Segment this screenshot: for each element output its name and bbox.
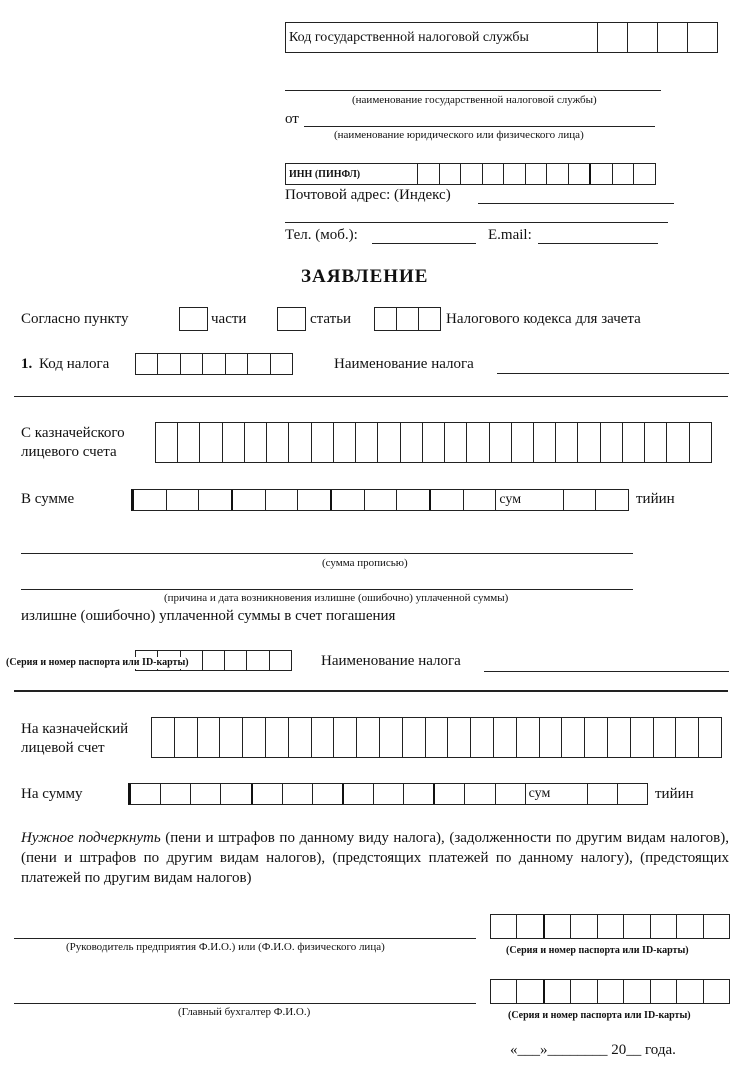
from-label: от (285, 111, 299, 127)
tax-code-cell[interactable] (271, 354, 292, 374)
inn-label: ИНН (ПИНФЛ) (286, 164, 418, 184)
amount-tiyin-cell[interactable] (596, 490, 628, 510)
amount-cell[interactable] (131, 784, 161, 804)
section-divider (14, 396, 728, 397)
tax-code-cells (135, 353, 293, 375)
tax-code-label: Налогового кодекса для зачета (446, 311, 641, 327)
amount-tiyin-label: тийин (636, 491, 675, 507)
passport-cell[interactable] (677, 980, 703, 1003)
amount-cell[interactable] (233, 490, 266, 510)
to-amount-tiyin-label: тийин (655, 786, 694, 802)
account-cell[interactable] (357, 718, 380, 757)
account-cell[interactable] (426, 718, 449, 757)
account-cell[interactable] (334, 423, 356, 462)
tax-service-name-line[interactable] (285, 90, 661, 91)
passport-cell[interactable] (545, 915, 571, 938)
inn-cell[interactable] (440, 164, 462, 184)
account-cell[interactable] (490, 423, 512, 462)
account-cell[interactable] (645, 423, 667, 462)
amount-label: В сумме (21, 491, 75, 507)
account-cell[interactable] (623, 423, 645, 462)
article-cell[interactable] (419, 308, 440, 330)
overpaid-text: излишне (ошибочно) уплаченной суммы в счет погашения (21, 608, 396, 624)
according-to-label: Согласно пункту (21, 311, 129, 327)
amount-cell[interactable] (167, 490, 200, 510)
account-cell[interactable] (334, 718, 357, 757)
from-treasury-label-line1: С казначейского (21, 425, 125, 441)
account-cell[interactable] (312, 423, 334, 462)
tax-service-name-caption: (наименование государственной налоговой службы) (352, 94, 597, 106)
amount-cell[interactable] (253, 784, 283, 804)
inn-cell[interactable] (569, 164, 592, 184)
account-cell[interactable] (356, 423, 378, 462)
tax-name-label: Наименование налога (334, 356, 474, 372)
phone-line[interactable] (372, 243, 476, 244)
amount-cell[interactable] (332, 490, 365, 510)
accountant-passport-caption: (Серия и номер паспорта или ID-карты) (508, 1010, 691, 1021)
to-treasury-label-line1: На казначейский (21, 721, 129, 737)
section2-passport-caption: (Серия и номер паспорта или ID-карты) (6, 657, 189, 668)
amount-cell[interactable] (298, 490, 332, 510)
account-cell[interactable] (220, 718, 243, 757)
amount-tiyin-cell[interactable] (564, 490, 597, 510)
to-amount-tiyin-cell[interactable] (588, 784, 618, 804)
tax-code-cell[interactable] (203, 354, 225, 374)
amount-cell[interactable] (431, 490, 464, 510)
account-cell[interactable] (448, 718, 471, 757)
account-cell[interactable] (654, 718, 677, 757)
passport-cell[interactable] (677, 915, 703, 938)
applicant-name-line[interactable] (304, 126, 655, 127)
head-signature-line[interactable] (14, 938, 476, 939)
reason-line[interactable] (21, 589, 633, 590)
amount-cell[interactable] (134, 490, 167, 510)
amount-cell[interactable] (465, 784, 495, 804)
account-cell[interactable] (667, 423, 689, 462)
amount-cell[interactable] (161, 784, 191, 804)
account-cell[interactable] (223, 423, 245, 462)
amount-cell[interactable] (344, 784, 374, 804)
inn-cell[interactable] (547, 164, 569, 184)
head-passport-caption: (Серия и номер паспорта или ID-карты) (506, 945, 689, 956)
tax-service-code-cell[interactable] (658, 23, 688, 52)
code-cell[interactable] (203, 651, 225, 670)
passport-cell[interactable] (491, 980, 517, 1003)
amount-cell[interactable] (464, 490, 497, 510)
tax-service-code-cell[interactable] (598, 23, 628, 52)
inn-cell[interactable] (483, 164, 505, 184)
underline-note (21, 828, 729, 888)
amount-cell[interactable] (266, 490, 299, 510)
article-cell[interactable] (375, 308, 397, 330)
clause-article-cells (374, 307, 441, 331)
account-cell[interactable] (471, 718, 494, 757)
inn-row (285, 163, 656, 185)
tax-service-code-cell[interactable] (628, 23, 658, 52)
postal-address-line-2[interactable] (285, 222, 668, 223)
article-label: статьи (310, 311, 352, 327)
account-cell[interactable] (178, 423, 200, 462)
passport-cell[interactable] (517, 915, 544, 938)
tax-code-cell[interactable] (158, 354, 180, 374)
account-cell[interactable] (608, 718, 631, 757)
account-cell[interactable] (380, 718, 403, 757)
tax-code-cell[interactable] (136, 354, 158, 374)
account-cell[interactable] (562, 718, 585, 757)
postal-address-line[interactable] (478, 203, 674, 204)
inn-cell[interactable] (418, 164, 440, 184)
accountant-signature-line[interactable] (14, 1003, 476, 1004)
account-cell[interactable] (245, 423, 267, 462)
account-cell[interactable] (601, 423, 623, 462)
account-cell[interactable] (289, 718, 312, 757)
tax-service-code-cell[interactable] (688, 23, 717, 52)
article-cell[interactable] (397, 308, 419, 330)
code-cell[interactable] (225, 651, 247, 670)
account-cell[interactable] (512, 423, 534, 462)
passport-cell[interactable] (651, 915, 677, 938)
account-cell[interactable] (690, 423, 711, 462)
amount-sum-unit: сум (496, 490, 563, 510)
account-cell[interactable] (152, 718, 175, 757)
account-cell[interactable] (266, 718, 289, 757)
document-title: ЗАЯВЛЕНИЕ (301, 266, 429, 287)
date-line[interactable]: «___»________ 20__ года. (510, 1042, 676, 1058)
account-cell[interactable] (200, 423, 222, 462)
part-label: части (211, 311, 247, 327)
account-cell[interactable] (467, 423, 489, 462)
tax-code-cell[interactable] (248, 354, 270, 374)
amount-cell[interactable] (199, 490, 233, 510)
account-cell[interactable] (534, 423, 556, 462)
to-amount-sum-unit: сум (526, 784, 588, 804)
passport-cell[interactable] (624, 915, 650, 938)
amount-cell[interactable] (191, 784, 221, 804)
email-line[interactable] (538, 243, 658, 244)
amount-cell[interactable] (374, 784, 404, 804)
account-cell[interactable] (676, 718, 699, 757)
passport-cell[interactable] (598, 915, 624, 938)
passport-cell[interactable] (571, 980, 597, 1003)
underline-note-italic: Нужное подчеркнуть (21, 830, 161, 846)
account-cell[interactable] (175, 718, 198, 757)
amount-cell[interactable] (496, 784, 526, 804)
passport-cell[interactable] (517, 980, 544, 1003)
account-cell[interactable] (540, 718, 563, 757)
section2-tax-name-line[interactable] (484, 671, 729, 672)
from-treasury-label-line2: лицевого счета (21, 444, 117, 460)
account-cell[interactable] (243, 718, 266, 757)
passport-cell[interactable] (545, 980, 571, 1003)
account-cell[interactable] (198, 718, 221, 757)
amount-cell[interactable] (313, 784, 344, 804)
account-cell[interactable] (156, 423, 178, 462)
from-treasury-account-cells (155, 422, 712, 463)
accountant-passport-cells (490, 979, 730, 1004)
code-cell[interactable] (270, 651, 291, 670)
passport-cell[interactable] (651, 980, 677, 1003)
account-cell[interactable] (267, 423, 289, 462)
to-treasury-account-cells (151, 717, 722, 758)
code-cell[interactable] (247, 651, 269, 670)
amount-cell[interactable] (435, 784, 465, 804)
amount-words-caption: (сумма прописью) (322, 557, 408, 569)
email-label: E.mail: (488, 227, 532, 243)
account-cell[interactable] (517, 718, 540, 757)
account-cell[interactable] (585, 718, 608, 757)
accountant-caption: (Главный бухгалтер Ф.И.О.) (178, 1006, 311, 1018)
amount-cell[interactable] (283, 784, 313, 804)
to-amount-cells (128, 783, 648, 805)
clause-point-box[interactable] (179, 307, 208, 331)
account-cell[interactable] (423, 423, 445, 462)
account-cell[interactable] (378, 423, 400, 462)
amount-cell[interactable] (397, 490, 431, 510)
tax-code-cell[interactable] (181, 354, 203, 374)
account-cell[interactable] (699, 718, 721, 757)
passport-cell[interactable] (491, 915, 517, 938)
amount-words-line[interactable] (21, 553, 633, 554)
passport-cell[interactable] (624, 980, 650, 1003)
underline-note-options: (пени и штрафов по данному виду налога), (задолженности по другим видам налогов), (пени и штрафов по другим видам налогов), (предстоящих платежей по данному налогу), (предстоящих платежей по другим видам налогов) (21, 830, 729, 886)
account-cell[interactable] (445, 423, 467, 462)
phone-label: Тел. (моб.): (285, 227, 358, 243)
to-treasury-label-line2: лицевой счет (21, 740, 105, 756)
inn-cell[interactable] (504, 164, 526, 184)
head-passport-cells (490, 914, 730, 939)
tax-name-line[interactable] (497, 373, 729, 374)
inn-cell[interactable] (613, 164, 635, 184)
amount-cell[interactable] (404, 784, 435, 804)
account-cell[interactable] (494, 718, 517, 757)
to-amount-tiyin-cell[interactable] (618, 784, 647, 804)
to-amount-label: На сумму (21, 786, 83, 802)
reason-caption: (причина и дата возникновения излишне (ошибочно) уплаченной суммы) (164, 592, 509, 604)
amount-cells (131, 489, 629, 511)
passport-cell[interactable] (571, 915, 597, 938)
account-cell[interactable] (403, 718, 426, 757)
passport-cell[interactable] (704, 980, 729, 1003)
account-cell[interactable] (312, 718, 335, 757)
tax-service-code-row (285, 22, 718, 53)
account-cell[interactable] (401, 423, 423, 462)
amount-cell[interactable] (365, 490, 398, 510)
inn-cell[interactable] (634, 164, 655, 184)
inn-cell[interactable] (526, 164, 548, 184)
amount-cell[interactable] (221, 784, 252, 804)
tax-code-field-label: Код налога (39, 356, 110, 372)
account-cell[interactable] (289, 423, 311, 462)
passport-cell[interactable] (704, 915, 729, 938)
postal-address-label: Почтовой адрес: (Индекс) (285, 187, 451, 203)
section-divider-thick (14, 690, 728, 692)
passport-cell[interactable] (598, 980, 624, 1003)
clause-part-box[interactable] (277, 307, 306, 331)
account-cell[interactable] (578, 423, 600, 462)
inn-cell[interactable] (591, 164, 613, 184)
applicant-name-caption: (наименование юридического или физического лица) (334, 129, 584, 141)
section2-tax-name-label: Наименование налога (321, 653, 461, 669)
head-caption: (Руководитель предприятия Ф.И.О.) или (Ф.И.О. физического лица) (66, 941, 385, 953)
tax-service-code-label: Код государственной налоговой службы (286, 23, 598, 52)
inn-cell[interactable] (461, 164, 483, 184)
account-cell[interactable] (556, 423, 578, 462)
section1-number: 1. (21, 356, 33, 372)
tax-code-cell[interactable] (226, 354, 248, 374)
account-cell[interactable] (631, 718, 654, 757)
